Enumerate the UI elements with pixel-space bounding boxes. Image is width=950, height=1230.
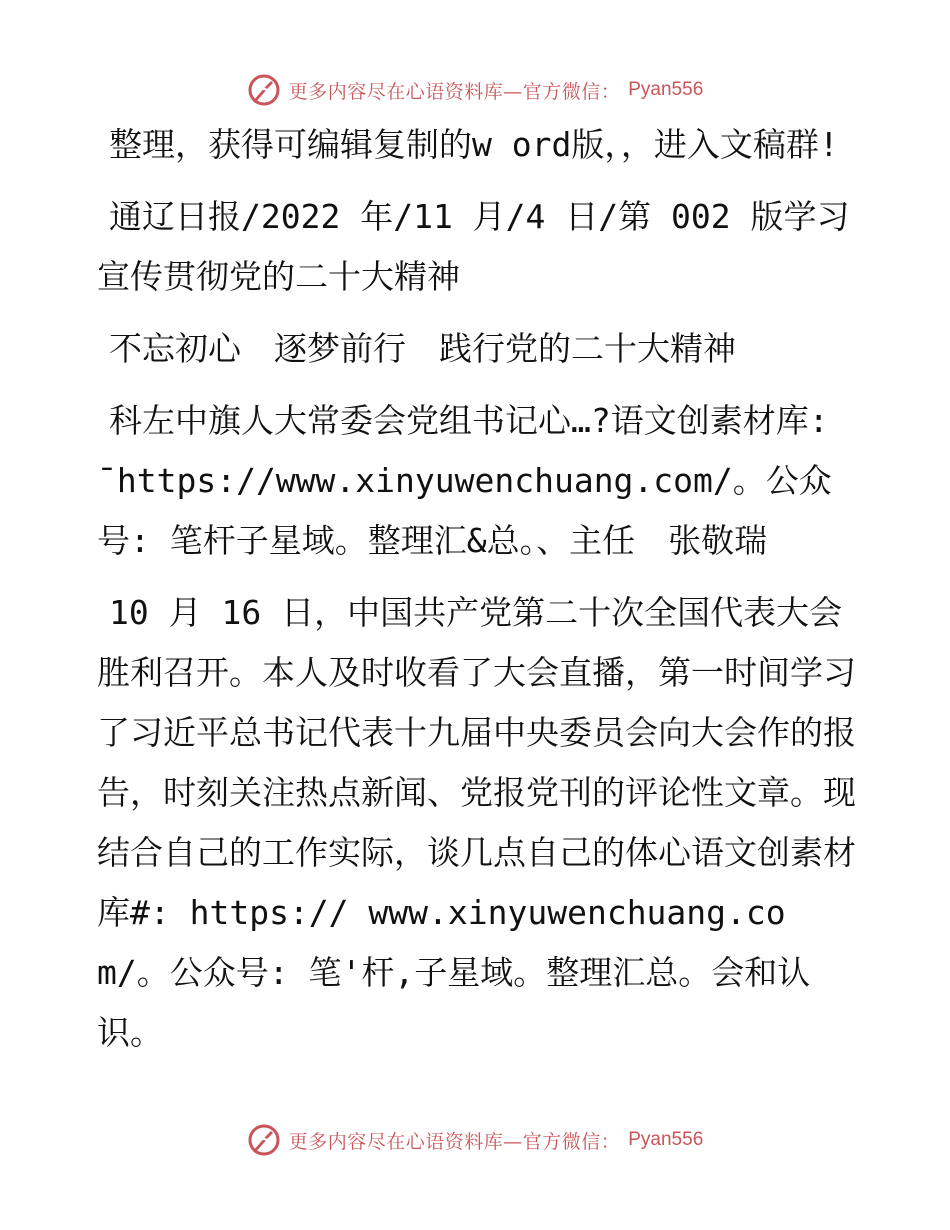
footer-banner-text: 更多内容尽在心语资料库—官方微信： [288, 1130, 621, 1153]
paragraph-title: 不忘初心 逐梦前行 践行党的二十大精神 [109, 329, 736, 368]
quill-seal-icon [247, 73, 281, 107]
paragraph-body: 10 月 16 日，中国共产党第二十次全国代表大会胜利召开。本人及时收看了大会直播，第一时间学习了习近平总书记代表十九届中央委员会向大会作的报告，时刻关注热点新闻、党报党刊的评论性文章。现结合自己的工作实际，谈几点自己的体心语文创素材库#: https:// www.xinyuwenchuang.com/。公众号: 笔'杆,子星域。整理汇总。会和认识。 [97, 593, 856, 1052]
paragraph-intro: 整理，获得可编辑复制的w ord版，，进入文稿群! [109, 125, 839, 164]
footer-banner [0, 1120, 950, 1160]
header-banner-text: 更多内容尽在心语资料库—官方微信： [288, 80, 621, 103]
document-body [97, 115, 857, 1075]
paragraph-author: 科左中旗人大常委会党组书记心…?语文创素材库: ¯https://www.xinyuwenchuang.com/。公众号: 笔杆子星域。整理汇&总。、主任 张敬瑞 [97, 401, 832, 560]
header-wechat-id: Pyan556 [628, 79, 704, 100]
paragraph-source: 通辽日报/2022 年/11 月/4 日/第 002 版学习宣传贯彻党的二十大精神 [97, 197, 850, 296]
footer-wechat-id: Pyan556 [628, 1129, 704, 1150]
header-banner [0, 70, 950, 110]
quill-seal-icon [247, 1123, 281, 1157]
